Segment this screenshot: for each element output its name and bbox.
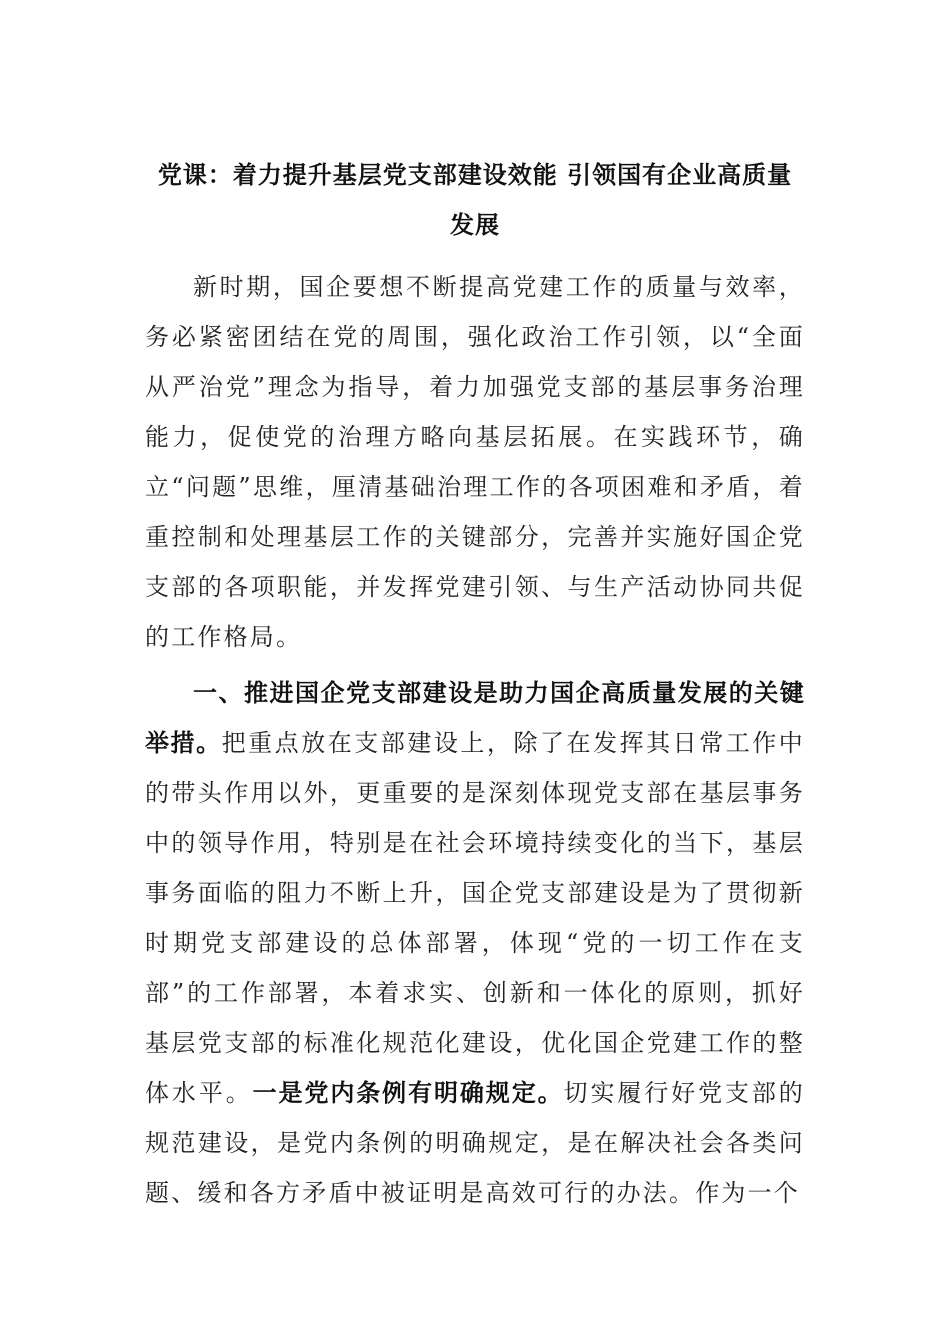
- section-text-2: 切实履行好党支部的规范建设，是党内条例的明确规定，是在解决社会各类问题、缓和各方矛盾中被证明是高效可行的办法。作为一个: [145, 1079, 805, 1207]
- title-line-2: 发展: [450, 211, 500, 239]
- section-text-1: 把重点放在支部建设上，除了在发挥其日常工作中的带头作用以外，更重要的是深刻体现党支部在基层事务中的领导作用，特别是在社会环境持续变化的当下，基层事务面临的阻力不断上升，国企党支部建设是为了贯彻新时期党支部建设的总体部署，体现“党的一切工作在支部”的工作部署，本着求实、创新和一体化的原则，抓好基层党支部的标准化规范化建设，优化国企党建工作的整体水平。: [145, 729, 805, 1107]
- document-title: [145, 150, 805, 250]
- paragraph-intro: 新时期，国企要想不断提高党建工作的质量与效率，务必紧密团结在党的周围，强化政治工作引领，以“全面从严治党”理念为指导，着力加强党支部的基层事务治理能力，促使党的治理方略向基层拓展。在实践环节，确立“问题”思维，厘清基础治理工作的各项困难和矛盾，着重控制和处理基层工作的关键部分，完善并实施好国企党支部的各项职能，并发挥党建引领、与生产活动协同共促的工作格局。: [145, 273, 805, 651]
- paragraph-section-one: [145, 668, 805, 1218]
- section-subheading: 一是党内条例有明确规定。: [252, 1079, 564, 1107]
- title-line-1: 党课：着力提升基层党支部建设效能 引领国有企业高质量: [157, 161, 793, 189]
- section-heading: 一、推进国企党支部建设是助力国企高质量发展的关键举措。: [145, 679, 805, 757]
